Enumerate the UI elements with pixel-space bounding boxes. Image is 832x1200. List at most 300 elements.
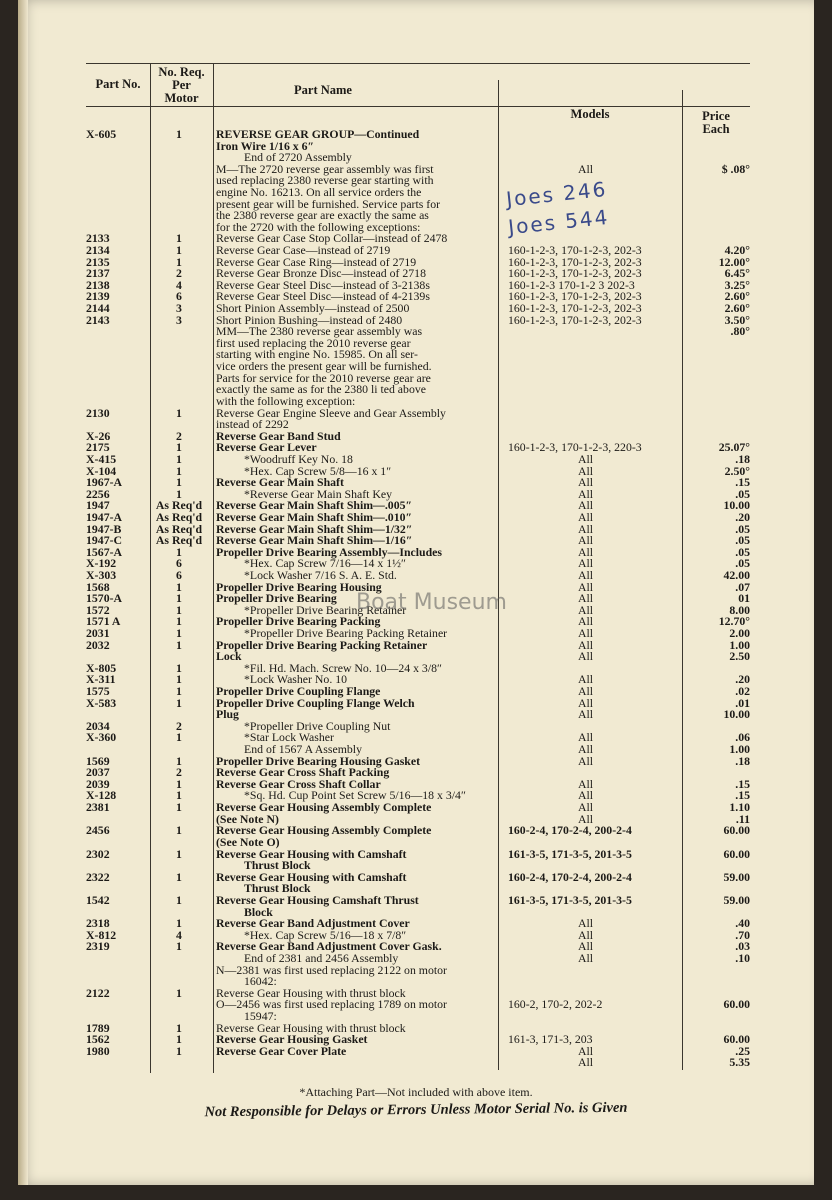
part-name: *Propeller Drive Coupling Nut <box>244 718 391 733</box>
price: 42.00 <box>723 567 750 582</box>
part-number: 2122 <box>86 985 110 1000</box>
quantity: 4 <box>176 927 182 942</box>
quantity: 1 <box>176 243 182 258</box>
part-name: for the 2720 with the following exceptions: <box>216 219 421 234</box>
part-number: X-605 <box>86 127 117 141</box>
part-number: 2144 <box>86 301 110 316</box>
part-number: 1967-A <box>86 475 123 490</box>
part-name: Propeller Drive Coupling Flange Welch <box>216 695 415 710</box>
part-number: 1947-A <box>86 509 123 524</box>
table-row <box>18 476 814 488</box>
part-number: 2034 <box>86 718 110 733</box>
part-name: Reverse Gear Main Shaft <box>216 475 344 490</box>
part-number: 1572 <box>86 602 110 617</box>
price: .20 <box>735 672 750 687</box>
table-row <box>18 465 814 477</box>
quantity: 1 <box>176 591 182 606</box>
quantity: 1 <box>176 869 182 884</box>
price: .15 <box>735 788 750 803</box>
part-number: 2135 <box>86 254 110 269</box>
quantity: 1 <box>176 730 182 745</box>
table-row <box>18 383 814 395</box>
models: All <box>578 684 594 699</box>
part-name: M—The 2720 reverse gear assembly was first <box>216 161 434 176</box>
table-row <box>18 511 814 523</box>
quantity: 1 <box>176 544 182 559</box>
quantity: 1 <box>176 579 182 594</box>
part-name: Parts for service for the 2010 reverse gear are <box>216 370 431 385</box>
part-name: Reverse Gear Cross Shaft Packing <box>216 765 390 780</box>
table-row <box>18 430 814 442</box>
quantity: 1 <box>176 800 182 815</box>
part-number: 1789 <box>86 1020 110 1035</box>
quantity: 1 <box>176 846 182 861</box>
part-name: Short Pinion Assembly—instead of 2500 <box>216 301 410 316</box>
part-number: 2322 <box>86 869 110 884</box>
table-row <box>18 871 814 883</box>
models: All <box>578 939 594 954</box>
part-name: Thrust Block <box>244 881 311 896</box>
models: All <box>578 521 594 536</box>
part-name: Short Pinion Bushing—instead of 2480 <box>216 312 403 327</box>
price: 6.45° <box>724 266 750 281</box>
quantity: 1 <box>176 892 182 907</box>
handwritten-note: Joes 544 <box>507 204 611 240</box>
part-name: *Star Lock Washer <box>244 730 334 745</box>
part-number: 2037 <box>86 765 110 780</box>
models: 160-2-4, 170-2-4, 200-2-4 <box>508 869 632 884</box>
part-name: Block <box>244 904 273 919</box>
quantity: 1 <box>176 672 182 687</box>
models: All <box>578 776 594 791</box>
table-row <box>18 232 814 244</box>
part-number: 2032 <box>86 637 110 652</box>
price: .10 <box>735 950 750 965</box>
part-name: first used replacing the 2010 reverse gear <box>216 335 411 350</box>
part-name: Lock <box>216 649 242 664</box>
quantity: 1 <box>176 916 182 931</box>
part-number: 1947 <box>86 498 110 513</box>
price: 25.07° <box>718 440 750 455</box>
part-name: End of 1567 A Assembly <box>244 742 362 757</box>
quantity: 1 <box>176 451 182 466</box>
table-row <box>18 1022 814 1034</box>
price: $ .08° <box>721 161 750 176</box>
models: All <box>578 916 594 931</box>
part-name: *Fil. Hd. Mach. Screw No. 10—24 x 3/8″ <box>244 660 442 675</box>
part-name: Reverse Gear Housing with Camshaft <box>216 846 407 861</box>
quantity: 1 <box>176 660 182 675</box>
price: .25 <box>735 1043 750 1058</box>
part-name: Reverse Gear Housing Assembly Complete <box>216 800 432 815</box>
price: .40 <box>735 916 750 931</box>
part-number: 2039 <box>86 776 110 791</box>
table-row <box>18 1056 814 1068</box>
part-name: (See Note O) <box>216 834 280 849</box>
part-name: vice orders the present gear will be furnished. <box>216 359 432 374</box>
price: .20 <box>735 509 750 524</box>
quantity: 4 <box>176 277 182 292</box>
price: 4.20° <box>724 243 750 258</box>
price: .05 <box>735 521 750 536</box>
table-row <box>18 848 814 860</box>
table-row <box>18 975 814 987</box>
quantity: 1 <box>176 463 182 478</box>
part-name: *Hex. Cap Screw 7/16—14 x 1½″ <box>244 556 406 571</box>
price: .15 <box>735 475 750 490</box>
quantity: As Req'd <box>155 509 203 524</box>
price: 8.00 <box>729 602 750 617</box>
part-name: Reverse Gear Main Shaft Shim—1/32″ <box>216 521 413 536</box>
models: All <box>578 742 594 757</box>
part-number: 2318 <box>86 916 110 931</box>
part-name: Reverse Gear Main Shaft Shim—1/16″ <box>216 533 413 548</box>
table-row <box>18 546 814 558</box>
table-row <box>18 407 814 419</box>
models: All <box>578 800 594 815</box>
part-number: 2302 <box>86 846 110 861</box>
table-row <box>18 801 814 813</box>
part-name: Reverse Gear Engine Sleeve and Gear Assembly <box>216 405 446 420</box>
table-row <box>18 766 814 778</box>
part-number: 2319 <box>86 939 110 954</box>
part-name: MM—The 2380 reverse gear assembly was <box>216 324 423 339</box>
quantity: 6 <box>176 289 182 304</box>
price: 10.00 <box>723 498 750 513</box>
quantity: 1 <box>176 1032 182 1047</box>
quantity: 1 <box>176 684 182 699</box>
table-row <box>18 523 814 535</box>
table-row <box>18 998 814 1010</box>
part-name: exactly the same as for the 2380 li ted above <box>216 382 426 397</box>
part-name: Propeller Drive Bearing Housing <box>216 579 382 594</box>
quantity: 1 <box>176 486 182 501</box>
part-name: Propeller Drive Bearing <box>216 591 337 606</box>
models: All <box>578 788 594 803</box>
table-row <box>18 639 814 651</box>
quantity: 1 <box>176 1020 182 1035</box>
part-number: X-415 <box>86 451 117 466</box>
models: 161-3-5, 171-3-5, 201-3-5 <box>508 846 632 861</box>
part-number: 1570-A <box>86 591 123 606</box>
part-name: Propeller Drive Bearing Housing Gasket <box>216 753 421 768</box>
table-row <box>18 244 814 256</box>
part-name: *Reverse Gear Main Shaft Key <box>244 486 393 501</box>
part-name: *Propeller Drive Bearing Retainer <box>244 602 407 617</box>
price: .03 <box>735 939 750 954</box>
price: .05 <box>735 533 750 548</box>
table-row <box>18 140 814 152</box>
part-number: X-26 <box>86 428 111 443</box>
price: 2.60° <box>724 301 750 316</box>
price: 2.60° <box>724 289 750 304</box>
models: 160-2-4, 170-2-4, 200-2-4 <box>508 823 632 838</box>
models: All <box>578 463 594 478</box>
models: All <box>578 695 594 710</box>
models: All <box>578 533 594 548</box>
quantity: 1 <box>176 626 182 640</box>
part-number: 2256 <box>86 486 110 501</box>
part-number: 1571 A <box>86 614 121 629</box>
price: 12.00° <box>718 254 750 269</box>
table-row <box>18 1033 814 1045</box>
part-name: Reverse Gear Band Stud <box>216 428 341 443</box>
price: 59.00 <box>723 892 750 907</box>
models: All <box>578 544 594 559</box>
table-row <box>18 441 814 453</box>
models: All <box>578 161 594 176</box>
price: 60.00 <box>723 997 750 1012</box>
header-price-line2: Each <box>702 122 730 136</box>
table-row <box>18 128 814 140</box>
price: 10.00 <box>723 707 750 722</box>
price: 1.10 <box>729 800 750 815</box>
table-row <box>18 836 814 848</box>
watermark: Boat Museum <box>356 590 507 615</box>
price: 2.50° <box>724 463 750 478</box>
quantity: 1 <box>176 637 182 652</box>
part-number: 1575 <box>86 684 110 699</box>
quantity: 1 <box>176 254 182 269</box>
quantity: 1 <box>176 695 182 710</box>
part-name: End of 2381 and 2456 Assembly <box>244 950 399 965</box>
price: 3.50° <box>724 312 750 327</box>
table-row <box>18 940 814 952</box>
header-bottom-rule <box>86 106 750 107</box>
part-number: X-360 <box>86 730 117 745</box>
part-number: 1567-A <box>86 544 123 559</box>
part-number: X-303 <box>86 567 117 582</box>
models: 160-1-2-3, 170-1-2-3, 202-3 <box>508 312 642 327</box>
part-name: 15947: <box>244 1008 277 1023</box>
quantity: 1 <box>176 776 182 791</box>
part-name: Reverse Gear Case Ring—instead of 2719 <box>216 254 417 269</box>
part-number: 2130 <box>86 405 110 420</box>
models: All <box>578 1043 594 1058</box>
quantity: 1 <box>176 405 182 420</box>
models: 160-1-2-3, 170-1-2-3, 202-3 <box>508 266 642 281</box>
quantity: As Req'd <box>155 498 203 513</box>
models: 160-1-2-3, 170-1-2-3, 202-3 <box>508 243 642 258</box>
part-name: Reverse Gear Housing Camshaft Thrust <box>216 892 419 907</box>
price: .06 <box>735 730 750 745</box>
part-name: Reverse Gear Cover Plate <box>216 1043 347 1058</box>
models: All <box>578 591 594 606</box>
table-row <box>18 906 814 918</box>
part-name: *Hex. Cap Screw 5/8—16 x 1″ <box>244 463 392 478</box>
table-row <box>18 418 814 430</box>
price: 60.00 <box>723 823 750 838</box>
part-number: X-192 <box>86 556 117 571</box>
models: All <box>578 950 594 965</box>
part-name: Reverse Gear Band Adjustment Cover Gask. <box>216 939 442 954</box>
table-row <box>18 824 814 836</box>
part-number: X-128 <box>86 788 117 803</box>
part-name: Reverse Gear Case—instead of 2719 <box>216 243 391 258</box>
quantity: 1 <box>176 753 182 768</box>
table-row <box>18 859 814 871</box>
models: All <box>578 486 594 501</box>
part-name: Reverse Gear Main Shaft Shim—.005″ <box>216 498 413 513</box>
part-name: instead of 2292 <box>216 417 289 432</box>
quantity: 1 <box>176 231 182 246</box>
models: All <box>578 672 594 687</box>
part-name: Reverse Gear Band Adjustment Cover <box>216 916 410 931</box>
part-name: Reverse Gear Housing with thrust block <box>216 1020 406 1035</box>
part-name: Thrust Block <box>244 858 311 873</box>
models: 160-2, 170-2, 202-2 <box>508 997 603 1012</box>
header-models: Models <box>570 107 610 121</box>
table-row <box>18 1010 814 1022</box>
part-name: Iron Wire 1/16 x 6″ <box>216 138 315 153</box>
part-name: *Lock Washer No. 10 <box>244 672 348 687</box>
models: 160-1-2-3, 170-1-2-3, 202-3 <box>508 289 642 304</box>
models: All <box>578 509 594 524</box>
models: All <box>578 730 594 745</box>
models: All <box>578 626 594 640</box>
quantity: 2 <box>176 718 182 733</box>
quantity: 2 <box>176 765 182 780</box>
part-number: 1542 <box>86 892 110 907</box>
price: 1.00 <box>729 637 750 652</box>
models: All <box>578 1055 594 1070</box>
models: All <box>578 498 594 513</box>
part-name: End of 2720 Assembly <box>244 150 352 165</box>
price: 1.00 <box>729 742 750 757</box>
table-row <box>18 302 814 314</box>
table-row <box>18 720 814 732</box>
quantity: 1 <box>176 440 182 455</box>
part-name: *Hex. Cap Screw 5/16—18 x 7/8″ <box>244 927 407 942</box>
part-name: *Lock Washer 7/16 S. A. E. Std. <box>244 567 397 582</box>
part-name: Reverse Gear Lever <box>216 440 317 455</box>
part-name: Reverse Gear Housing Gasket <box>216 1032 368 1047</box>
table-row <box>18 557 814 569</box>
table-row <box>18 964 814 976</box>
part-name: with the following exception: <box>216 393 356 408</box>
models: 160-1-2-3, 170-1-2-3, 202-3 <box>508 254 642 269</box>
price: .11 <box>735 811 750 826</box>
header-no-req-line1: No. Req. <box>158 65 205 79</box>
part-number: 1568 <box>86 579 110 594</box>
table-row <box>18 662 814 674</box>
disclaimer: Not Responsible for Delays or Errors Unless Motor Serial No. is Given <box>204 1099 628 1121</box>
models: All <box>578 637 594 652</box>
price: 01 <box>738 591 750 606</box>
table-row <box>18 325 814 337</box>
quantity: 2 <box>176 428 182 443</box>
models: All <box>578 602 594 617</box>
price: 2.50 <box>729 649 750 664</box>
part-name: Reverse Gear Bronze Disc—instead of 2718 <box>216 266 426 281</box>
part-number: X-311 <box>86 672 116 687</box>
part-name: Reverse Gear Cross Shaft Collar <box>216 776 381 791</box>
price: .05 <box>735 556 750 571</box>
models: All <box>578 707 594 722</box>
part-name: Propeller Drive Bearing Assembly—Includes <box>216 544 442 559</box>
models: 160-1-2-3 170-1-2 3 202-3 <box>508 277 635 292</box>
models: All <box>578 567 594 582</box>
price: .70 <box>735 927 750 942</box>
models: All <box>578 811 594 826</box>
quantity: 3 <box>176 301 182 316</box>
quantity: 1 <box>176 939 182 954</box>
part-name: Reverse Gear Main Shaft Shim—.010″ <box>216 509 413 524</box>
part-name: Reverse Gear Housing with thrust block <box>216 985 406 1000</box>
part-name: O—2456 was first used replacing 1789 on motor <box>216 997 447 1012</box>
header-no-req <box>150 66 213 105</box>
table-row <box>18 673 814 685</box>
quantity: 2 <box>176 266 182 281</box>
part-name: used replacing 2380 reverse gear starting with <box>216 173 434 188</box>
quantity: 1 <box>176 788 182 803</box>
header-part-no: Part No. <box>95 77 141 91</box>
price: 12.70° <box>718 614 750 629</box>
quantity: As Req'd <box>155 521 203 536</box>
quantity: 3 <box>176 312 182 327</box>
quantity: As Req'd <box>155 533 203 548</box>
price: 2.00 <box>729 626 750 640</box>
models: All <box>578 556 594 571</box>
price: 59.00 <box>723 869 750 884</box>
quantity: 1 <box>176 823 182 838</box>
quantity: 1 <box>176 475 182 490</box>
price: .18 <box>735 753 750 768</box>
table-row <box>18 708 814 720</box>
price: .05 <box>735 486 750 501</box>
part-name: Plug <box>216 707 239 722</box>
header-top-rule <box>86 63 750 64</box>
part-name: starting with engine No. 15985. On all ser- <box>216 347 418 362</box>
table-row <box>18 697 814 709</box>
part-name: Reverse Gear Housing with Camshaft <box>216 869 407 884</box>
part-name: Reverse Gear Steel Disc—instead of 4-2139s <box>216 289 430 304</box>
table-row <box>18 488 814 500</box>
table-row <box>18 755 814 767</box>
price: .02 <box>735 684 750 699</box>
models: 161-3, 171-3, 203 <box>508 1032 593 1047</box>
handwritten-note: Joes 246 <box>505 176 609 212</box>
table-row <box>18 685 814 697</box>
models: All <box>578 451 594 466</box>
part-number: X-104 <box>86 463 117 478</box>
price: .80° <box>730 324 750 339</box>
models: All <box>578 927 594 942</box>
models: All <box>578 579 594 594</box>
part-number: 1569 <box>86 753 110 768</box>
price: .05 <box>735 544 750 559</box>
quantity: 1 <box>176 614 182 629</box>
part-number: X-805 <box>86 660 117 675</box>
part-number: 2031 <box>86 626 110 640</box>
price: 3.25° <box>724 277 750 292</box>
part-name: REVERSE GEAR GROUP—Continued <box>216 127 420 141</box>
part-name: *Propeller Drive Bearing Packing Retainer <box>244 626 448 640</box>
part-number: 2138 <box>86 277 110 292</box>
part-name: present gear will be furnished. Service parts for <box>216 196 441 211</box>
part-name: (See Note N) <box>216 811 279 826</box>
part-number: 1980 <box>86 1043 110 1058</box>
part-name: Propeller Drive Bearing Packing Retainer <box>216 637 428 652</box>
part-number: X-583 <box>86 695 117 710</box>
price: 60.00 <box>723 846 750 861</box>
price: 60.00 <box>723 1032 750 1047</box>
part-number: 1562 <box>86 1032 110 1047</box>
quantity: 1 <box>176 602 182 617</box>
part-number: 2456 <box>86 823 110 838</box>
quantity: 1 <box>176 985 182 1000</box>
part-name: *Woodruff Key No. 18 <box>244 451 353 466</box>
